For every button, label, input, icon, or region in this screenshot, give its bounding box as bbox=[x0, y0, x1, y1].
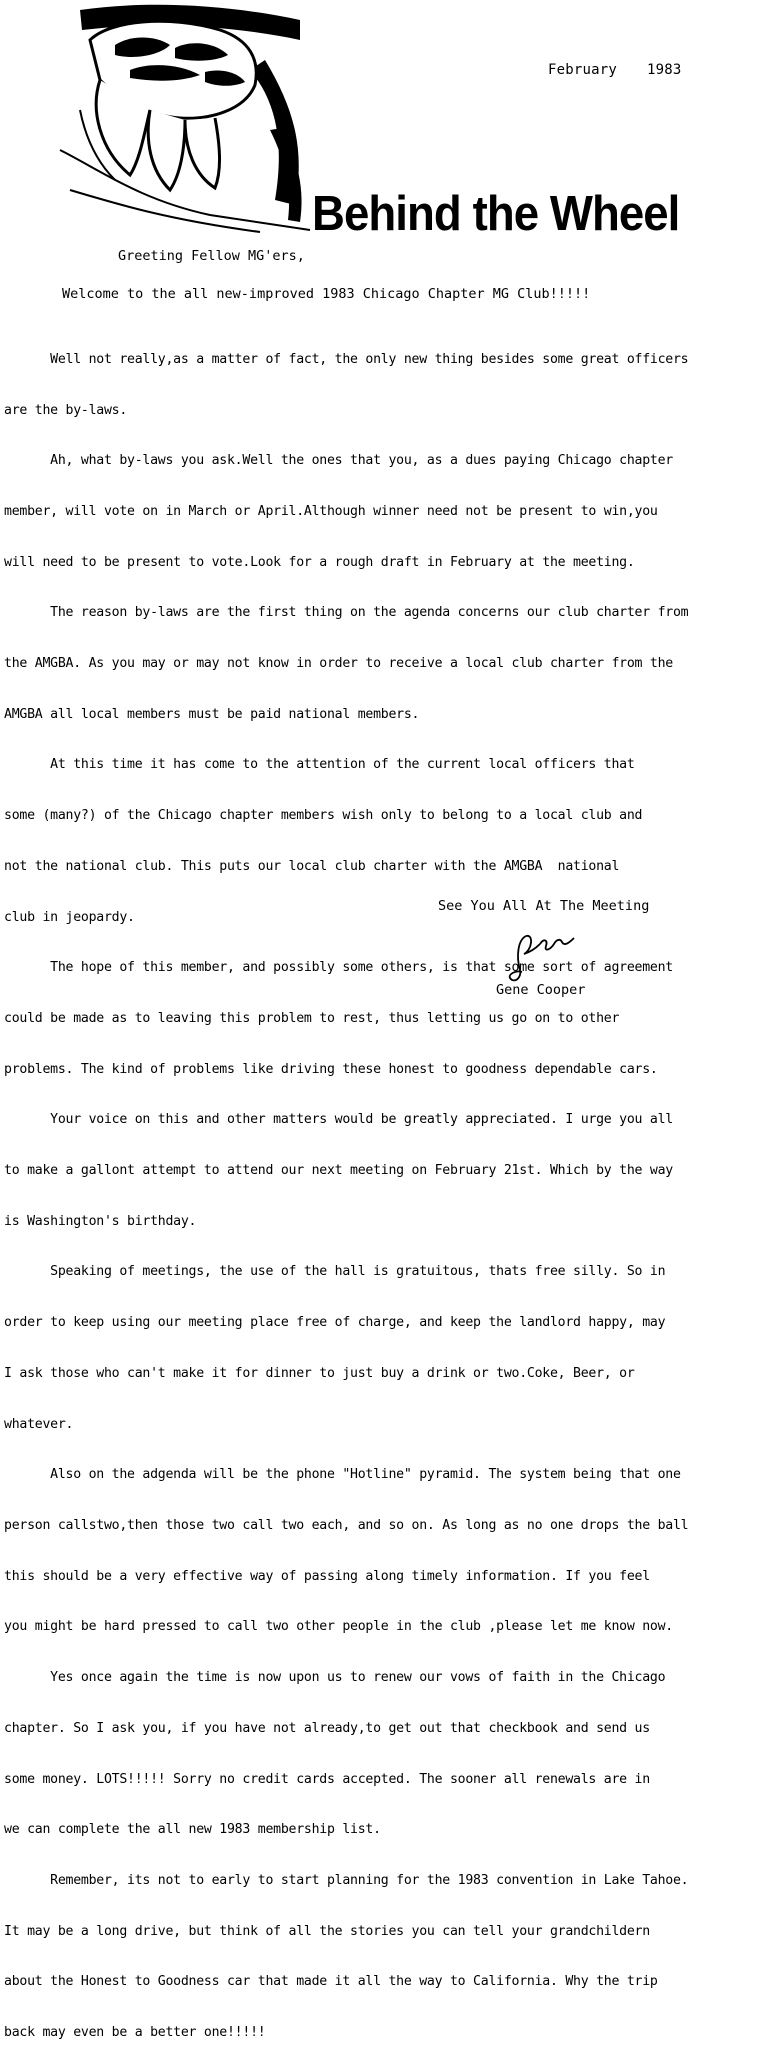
body-line: are the by-laws. bbox=[4, 402, 128, 418]
body-line: AMGBA all local members must be paid national members. bbox=[4, 706, 420, 722]
body-line: problems. The kind of problems like driving these honest to goodness dependable cars. bbox=[4, 1061, 658, 1077]
signer-name: Gene Cooper bbox=[496, 982, 586, 998]
body-line: club in jeopardy. bbox=[4, 909, 135, 925]
body-line: Remember, its not to early to start planning for the 1983 convention in Lake Tahoe. bbox=[4, 1872, 689, 1888]
letter-body bbox=[4, 318, 760, 2059]
closing-line: See You All At The Meeting bbox=[438, 898, 650, 914]
body-line: will need to be present to vote.Look for a rough draft in February at the meeting. bbox=[4, 554, 635, 570]
body-line: could be made as to leaving this problem to rest, thus letting us go on to other bbox=[4, 1010, 620, 1026]
body-line: Yes once again the time is now upon us to renew our vows of faith in the Chicago bbox=[4, 1670, 666, 1686]
body-line: to make a gallont attempt to attend our next meeting on February 21st. Which by the way bbox=[4, 1163, 673, 1179]
body-line: chapter. So I ask you, if you have not already,to get out that checkbook and send us bbox=[4, 1720, 650, 1736]
body-line: we can complete the all new 1983 membership list. bbox=[4, 1822, 381, 1838]
handwritten-signature-icon bbox=[508, 926, 578, 986]
body-line: this should be a very effective way of passing along timely information. If you feel bbox=[4, 1568, 650, 1584]
greeting: Greeting Fellow MG'ers, bbox=[118, 248, 305, 264]
body-line: It may be a long drive, but think of all the stories you can tell your grandchildern bbox=[4, 1923, 650, 1939]
body-line: At this time it has come to the attention of the current local officers that bbox=[4, 757, 635, 773]
body-line: Also on the adgenda will be the phone "Hotline" pyramid. The system being that one bbox=[4, 1467, 681, 1483]
body-line: The hope of this member, and possibly some others, is that some sort of agreement bbox=[4, 960, 673, 976]
issue-year: 1983 bbox=[647, 62, 682, 78]
body-line: some (many?) of the Chicago chapter members wish only to belong to a local club and bbox=[4, 808, 643, 824]
issue-month: February bbox=[548, 62, 618, 78]
body-line: The reason by-laws are the first thing on the agenda concerns our club charter from bbox=[4, 605, 689, 621]
body-line: the AMGBA. As you may or may not know in order to receive a local club charter from the bbox=[4, 656, 673, 672]
body-line: Speaking of meetings, the use of the hall is gratuitous, thats free silly. So in bbox=[4, 1264, 666, 1280]
body-line: whatever. bbox=[4, 1416, 74, 1432]
body-line: member, will vote on in March or April.Although winner need not be present to win,you bbox=[4, 503, 658, 519]
newsletter-title: Behind the Wheel bbox=[312, 187, 680, 241]
body-line: Your voice on this and other matters would be greatly appreciated. I urge you all bbox=[4, 1112, 673, 1128]
body-line: you might be hard pressed to call two other people in the club ,please let me know now. bbox=[4, 1619, 673, 1635]
body-line: person callstwo,then those two call two each, and so on. As long as no one drops the ball bbox=[4, 1517, 689, 1533]
body-line: not the national club. This puts our local club charter with the AMGBA national bbox=[4, 858, 620, 874]
issue-date bbox=[548, 62, 682, 78]
body-line: Well not really,as a matter of fact, the only new thing besides some great officers bbox=[4, 351, 689, 367]
body-line: order to keep using our meeting place free of charge, and keep the landlord happy, may bbox=[4, 1315, 666, 1331]
body-line: about the Honest to Goodness car that made it all the way to California. Why the trip bbox=[4, 1974, 658, 1990]
welcome-line: Welcome to the all new-improved 1983 Chicago Chapter MG Club!!!!! bbox=[62, 286, 591, 302]
body-line: back may even be a better one!!!!! bbox=[4, 2025, 266, 2041]
gloved-hand-on-steering-wheel-icon bbox=[60, 0, 320, 240]
body-line: is Washington's birthday. bbox=[4, 1213, 197, 1229]
body-line: Ah, what by-laws you ask.Well the ones that you, as a dues paying Chicago chapter bbox=[4, 453, 673, 469]
body-line: some money. LOTS!!!!! Sorry no credit cards accepted. The sooner all renewals are in bbox=[4, 1771, 650, 1787]
body-line: I ask those who can't make it for dinner to just buy a drink or two.Coke, Beer, or bbox=[4, 1365, 635, 1381]
